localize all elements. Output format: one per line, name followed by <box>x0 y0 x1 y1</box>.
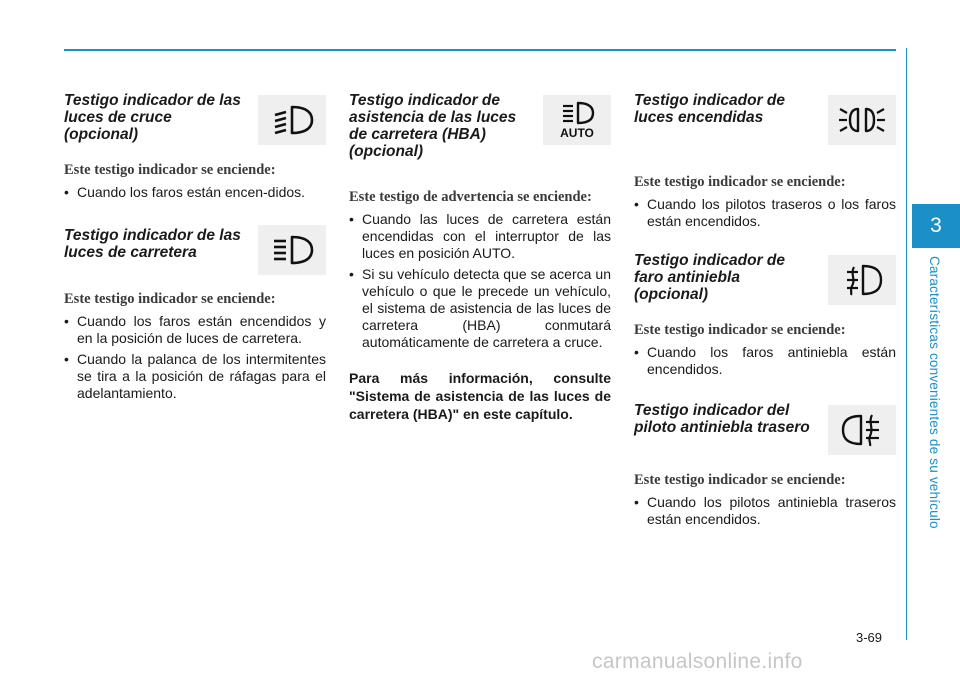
front-fog-icon <box>828 255 896 305</box>
chapter-tab[interactable]: 3 <box>912 204 960 248</box>
bullet-item: • Cuando los pilotos antiniebla traseros están encendidos. <box>634 494 896 528</box>
section-rear-fog <box>634 402 896 464</box>
high-beam-auto-icon <box>543 95 611 145</box>
bullet-list <box>64 184 326 201</box>
low-beam-icon <box>258 95 326 145</box>
section-heading: Testigo indicador de las luces de carretera <box>64 227 241 261</box>
section-low-beam <box>64 92 326 154</box>
bullet-item: • Si su vehículo detecta que se acerca un vehículo o que le precede un vehículo, el sistema de asistencia de las luces de carretera (HBA) conmutará automáticamente de carretera a cruce. <box>349 266 611 351</box>
high-beam-icon <box>258 225 326 275</box>
side-rule <box>906 48 907 640</box>
section-subhead: Este testigo indicador se enciende: <box>634 322 846 338</box>
bullet-item: • Cuando los faros están encendidos y en la posición de luces de carretera. <box>64 313 326 347</box>
bullet-list <box>634 494 896 528</box>
section-heading: Testigo indicador de faro antiniebla (opcional) <box>634 252 785 303</box>
section-subhead: Este testigo indicador se enciende: <box>64 162 276 178</box>
bullet-list <box>634 196 896 230</box>
section-subhead: Este testigo indicador se enciende: <box>634 472 846 488</box>
bullet-list <box>634 344 896 378</box>
auto-label: AUTO <box>560 126 594 140</box>
section-front-fog <box>634 252 896 314</box>
column-1 <box>64 92 326 406</box>
section-subhead: Este testigo indicador se enciende: <box>634 174 846 190</box>
bullet-item: • Cuando los faros están encen-didos. <box>64 184 326 201</box>
section-subhead: Este testigo indicador se enciende: <box>64 291 276 307</box>
bullet-item: • Cuando las luces de carretera están encendidas con el interruptor de las luces en posición AUTO. <box>349 211 611 262</box>
see-also-note[interactable]: Para más información, consulte "Sistema de asistencia de las luces de carretera (HBA)" en este capítulo. <box>349 370 611 422</box>
position-lights-icon <box>828 95 896 145</box>
section-subhead: Este testigo de advertencia se enciende: <box>349 189 592 205</box>
column-2 <box>349 92 611 423</box>
section-hba <box>349 92 611 178</box>
section-heading: Testigo indicador del piloto antiniebla trasero <box>634 402 810 436</box>
bullet-list <box>64 313 326 402</box>
section-heading: Testigo indicador de luces encendidas <box>634 92 785 126</box>
bullet-item: • Cuando los faros antiniebla están encendidos. <box>634 344 896 378</box>
rear-fog-icon <box>828 405 896 455</box>
section-heading: Testigo indicador de asistencia de las luces de carretera (HBA) (opcional) <box>349 92 517 160</box>
watermark: carmanualsonline.info <box>592 650 803 673</box>
header-rule <box>64 49 896 51</box>
page-number: 3-69 <box>856 630 883 645</box>
bullet-list <box>349 211 611 351</box>
bullet-item: • Cuando la palanca de los intermitentes se tira a la posición de ráfagas para el adelantamiento. <box>64 351 326 402</box>
chapter-title: Características convenientes de su vehículo <box>927 256 942 529</box>
section-heading: Testigo indicador de las luces de cruce (opcional) <box>64 92 241 143</box>
section-lights-on <box>634 92 896 154</box>
bullet-item: • Cuando los pilotos traseros o los faros están encendidos. <box>634 196 896 230</box>
column-3 <box>634 92 896 532</box>
section-high-beam <box>64 227 326 289</box>
